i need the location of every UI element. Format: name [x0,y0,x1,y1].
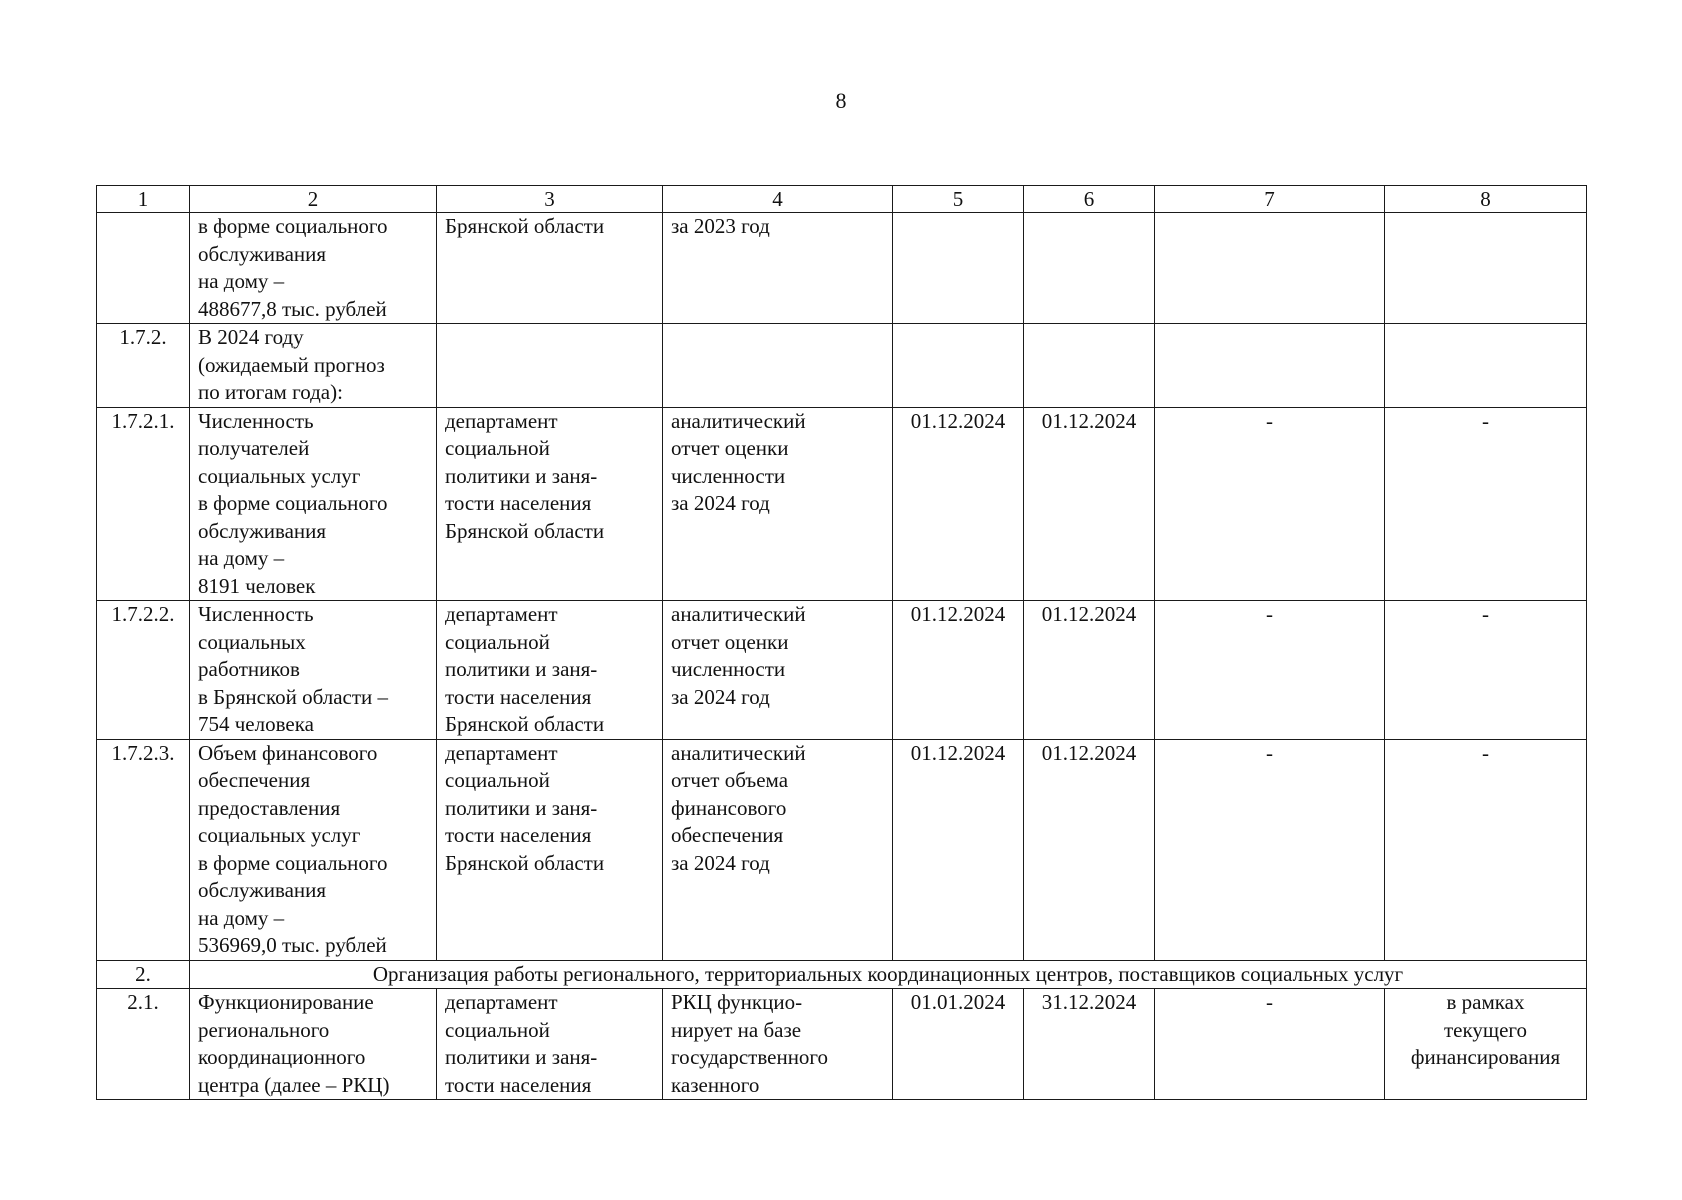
section-number-cell: 2. [97,960,190,989]
event-cell: В 2024 году (ожидаемый прогноз по итогам года): [190,324,437,408]
event-cell: Численность социальных работников в Брянской области – 754 человека [190,601,437,740]
plan-table [96,185,1587,1100]
row-number-cell [97,213,190,324]
end-date-cell [1024,324,1155,408]
responsible-cell: департамент социальной политики и заня- тости населения Брянской области [437,739,663,960]
header-cell: 5 [893,186,1024,213]
column-7-cell [1155,213,1385,324]
table-row [97,213,1587,324]
table-row [97,739,1587,960]
result-cell: аналитический отчет оценки численности за 2024 год [663,407,893,601]
start-date-cell: 01.01.2024 [893,989,1024,1100]
start-date-cell: 01.12.2024 [893,407,1024,601]
header-cell: 2 [190,186,437,213]
section-row [97,960,1587,989]
start-date-cell: 01.12.2024 [893,601,1024,740]
table-row [97,324,1587,408]
section-title-cell: Организация работы регионального, территориальных координационных центров, поставщиков социальных услуг [190,960,1587,989]
event-cell: Функционирование регионального координационного центра (далее – РКЦ) [190,989,437,1100]
row-number-cell: 1.7.2.2. [97,601,190,740]
result-cell [663,324,893,408]
event-cell: в форме социального обслуживания на дому – 488677,8 тыс. рублей [190,213,437,324]
column-7-cell: - [1155,739,1385,960]
header-cell: 7 [1155,186,1385,213]
row-number-cell: 2.1. [97,989,190,1100]
event-cell: Численность получателей социальных услуг в форме социального обслуживания на дому – 8191 человек [190,407,437,601]
responsible-cell: департамент социальной политики и заня- тости населения Брянской области [437,407,663,601]
table-row [97,601,1587,740]
header-cell: 1 [97,186,190,213]
end-date-cell: 31.12.2024 [1024,989,1155,1100]
column-7-cell: - [1155,989,1385,1100]
start-date-cell [893,324,1024,408]
responsible-cell: департамент социальной политики и заня- тости населения Брянской области [437,601,663,740]
row-number-cell: 1.7.2.1. [97,407,190,601]
result-cell: за 2023 год [663,213,893,324]
start-date-cell [893,213,1024,324]
funding-cell: - [1385,739,1587,960]
responsible-cell: департамент социальной политики и заня- тости населения [437,989,663,1100]
funding-cell [1385,324,1587,408]
table-row [97,407,1587,601]
funding-cell: - [1385,407,1587,601]
end-date-cell [1024,213,1155,324]
end-date-cell: 01.12.2024 [1024,601,1155,740]
responsible-cell: Брянской области [437,213,663,324]
column-7-cell: - [1155,407,1385,601]
row-number-cell: 1.7.2.3. [97,739,190,960]
responsible-cell [437,324,663,408]
funding-cell [1385,213,1587,324]
result-cell: РКЦ функцио- нирует на базе государственного казенного [663,989,893,1100]
column-7-cell [1155,324,1385,408]
header-cell: 3 [437,186,663,213]
table-header-row [97,186,1587,213]
event-cell: Объем финансового обеспечения предоставления социальных услуг в форме социального обслуживания на дому – 536969,0 тыс. рублей [190,739,437,960]
end-date-cell: 01.12.2024 [1024,407,1155,601]
funding-cell: в рамках текущего финансирования [1385,989,1587,1100]
header-cell: 4 [663,186,893,213]
header-cell: 8 [1385,186,1587,213]
column-7-cell: - [1155,601,1385,740]
row-number-cell: 1.7.2. [97,324,190,408]
table-row [97,989,1587,1100]
header-cell: 6 [1024,186,1155,213]
start-date-cell: 01.12.2024 [893,739,1024,960]
page-number: 8 [835,88,847,113]
result-cell: аналитический отчет объема финансового обеспечения за 2024 год [663,739,893,960]
funding-cell: - [1385,601,1587,740]
result-cell: аналитический отчет оценки численности за 2024 год [663,601,893,740]
end-date-cell: 01.12.2024 [1024,739,1155,960]
